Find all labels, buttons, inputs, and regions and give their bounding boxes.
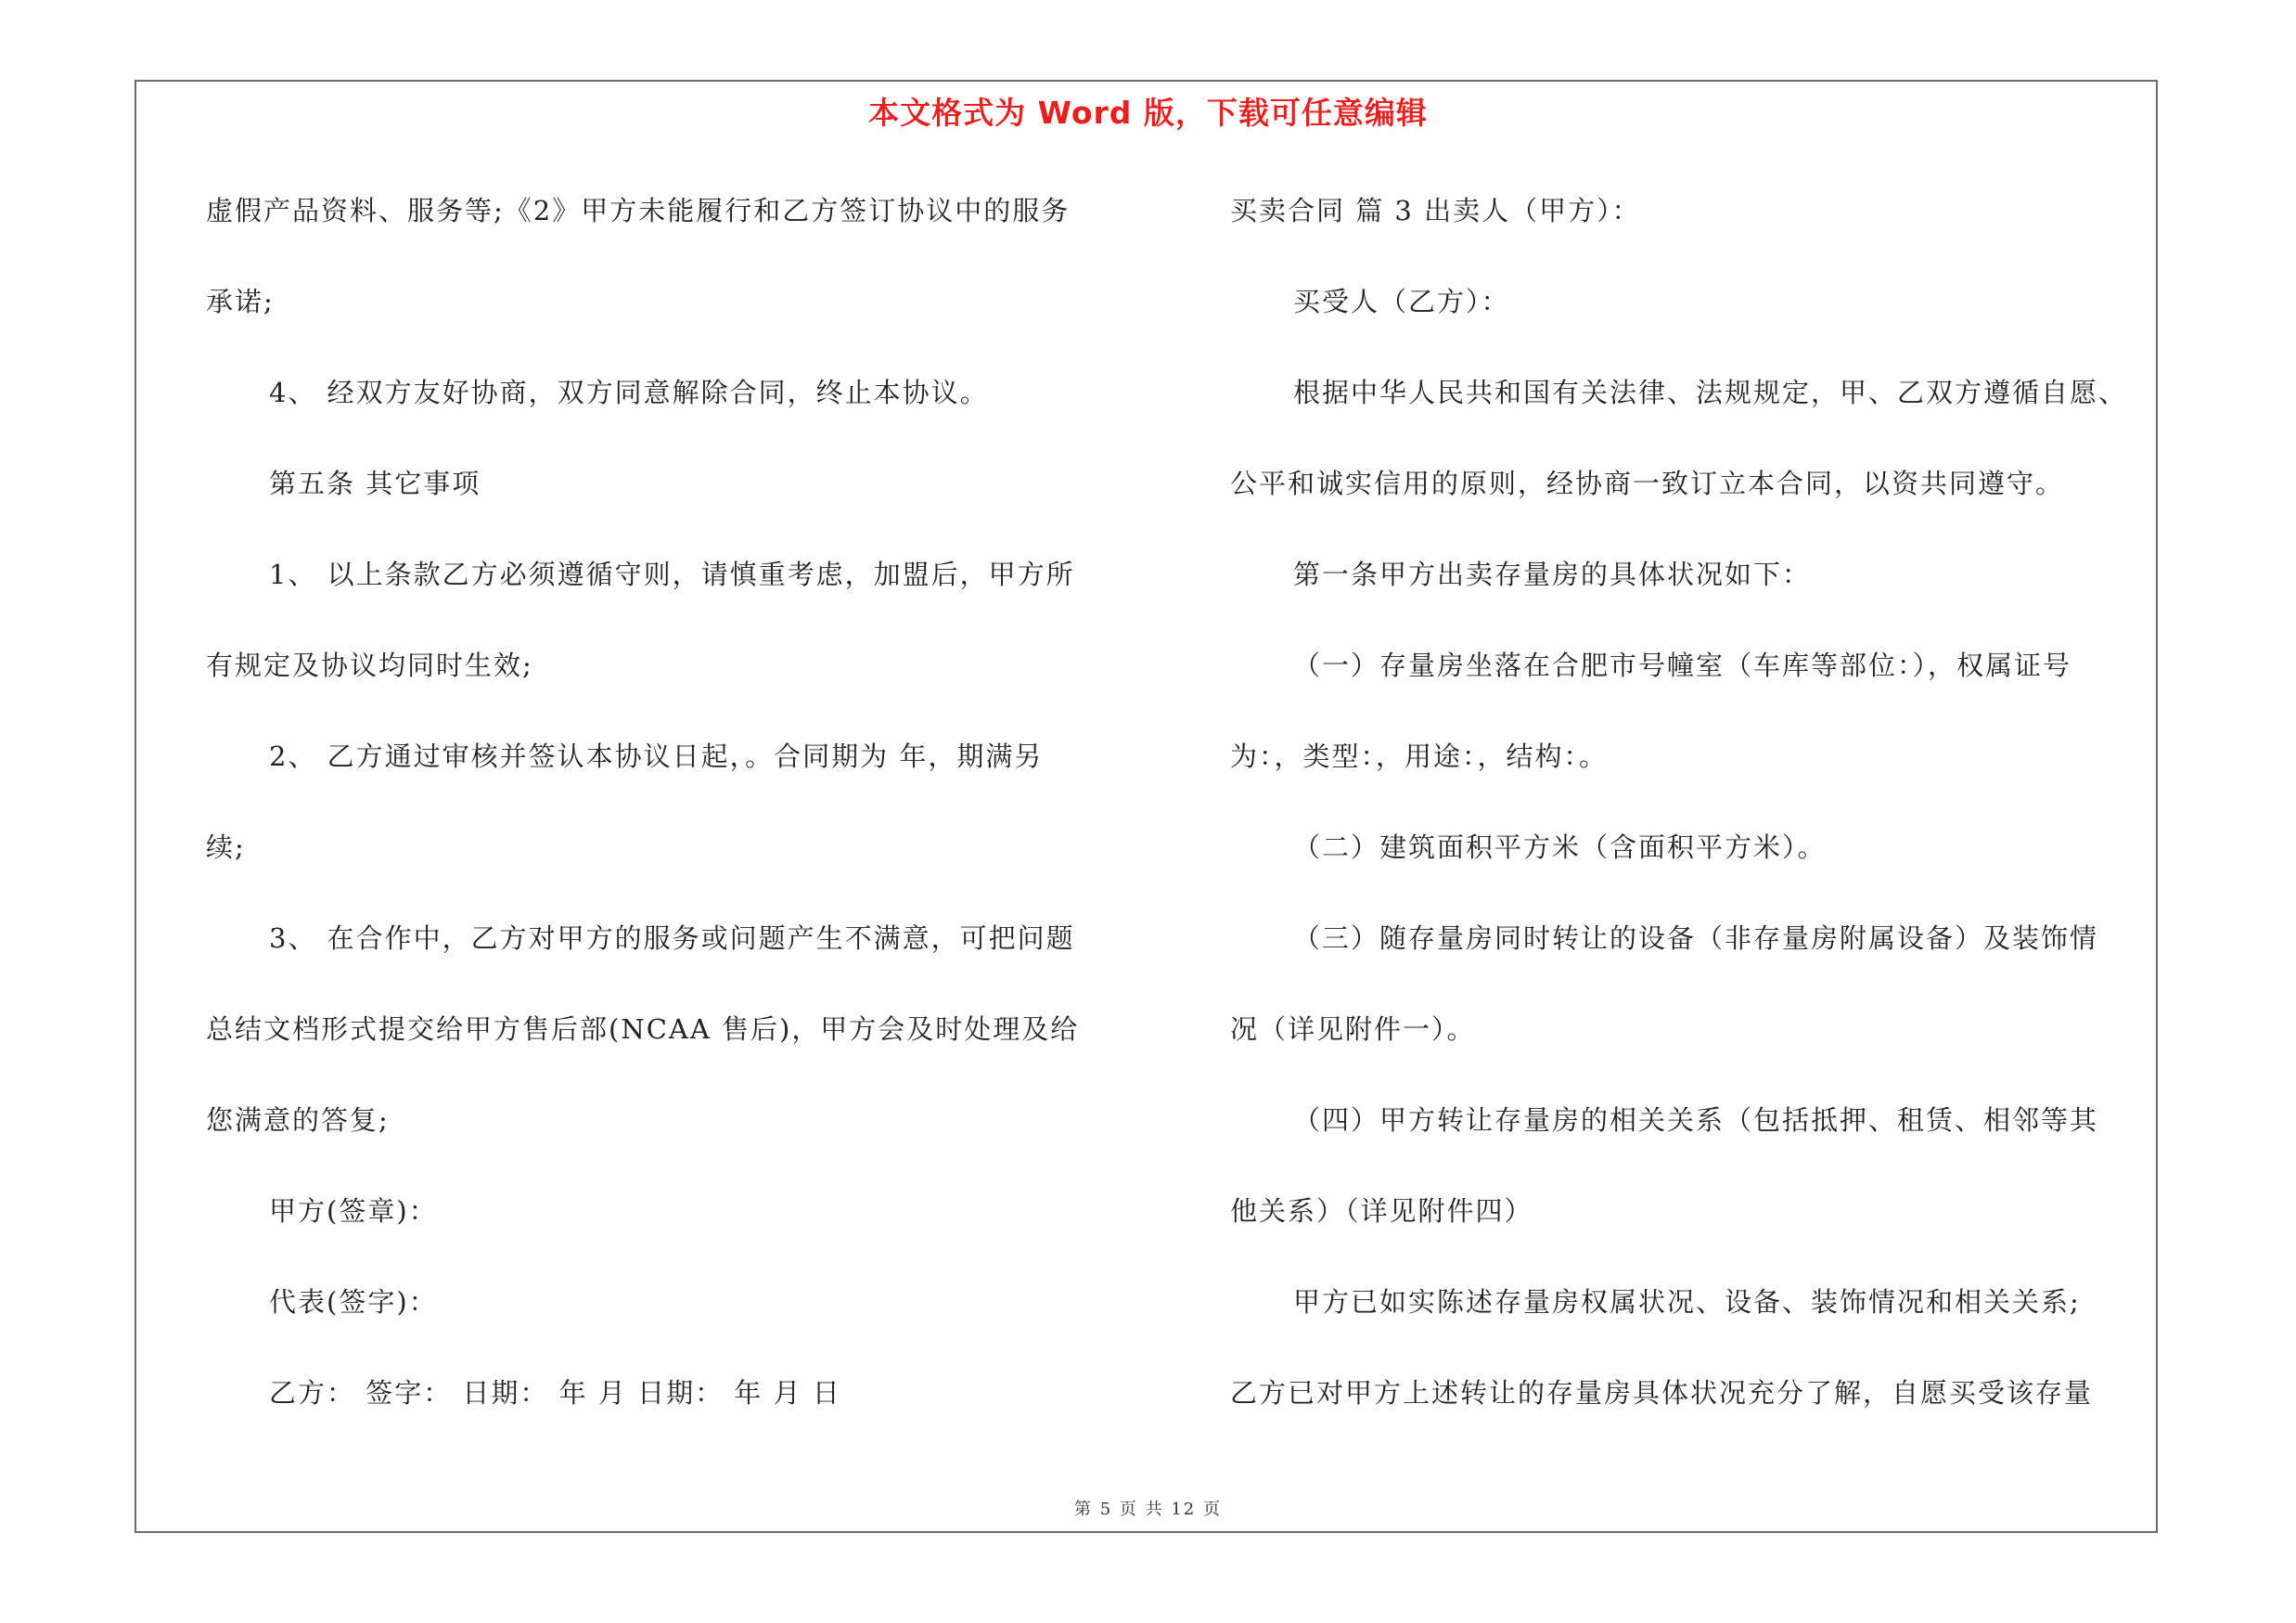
right-line-1: 买卖合同 篇 3 出卖人（甲方）： [1230, 195, 1641, 226]
right-line-10: 况（详见附件一）。 [1230, 1013, 1476, 1045]
left-line-4: 第五条 其它事项 [269, 468, 481, 499]
right-line-6: （一）存量房坐落在合肥市号幢室（车库等部位：），权属证号 [1293, 650, 2072, 681]
word-format-banner: 本文格式为 Word 版，下载可任意编辑 [868, 95, 1428, 131]
left-line-14: 乙方： 签字： 日期： 年 月 日期： 年 月 日 [269, 1377, 841, 1409]
left-line-9: 3、 在合作中，乙方对甲方的服务或问题产生不满意，可把问题 [269, 922, 1075, 954]
left-line-1: 虚假产品资料、服务等;《2》甲方未能履行和乙方签订协议中的服务 [206, 195, 1071, 226]
right-line-4: 公平和诚实信用的原则，经协商一致订立本合同，以资共同遵守。 [1230, 468, 2065, 499]
left-line-10: 总结文档形式提交给甲方售后部(NCAA 售后)，甲方会及时处理及给 [206, 1013, 1080, 1045]
right-line-2: 买受人（乙方）： [1293, 286, 1510, 317]
right-line-9: （三）随存量房同时转让的设备（非存量房附属设备）及装饰情 [1293, 922, 2099, 954]
left-line-5: 1、 以上条款乙方必须遵循守则，请慎重考虑，加盟后，甲方所 [269, 559, 1075, 590]
right-line-8: （二）建筑面积平方米（含面积平方米）。 [1293, 831, 1827, 863]
left-line-2: 承诺; [206, 286, 275, 317]
page-number-footer: 第 5 页 共 12 页 [1074, 1500, 1222, 1519]
left-line-6: 有规定及协议均同时生效; [206, 650, 533, 681]
right-line-12: 他关系）（详见附件四） [1230, 1195, 1533, 1227]
left-line-12: 甲方(签章)： [269, 1195, 438, 1227]
left-line-13: 代表(签字)： [269, 1286, 438, 1318]
right-line-13: 甲方已如实陈述存量房权属状况、设备、装饰情况和相关关系; [1293, 1286, 2081, 1318]
right-line-11: （四）甲方转让存量房的相关关系（包括抵押、租赁、相邻等其 [1293, 1104, 2099, 1136]
left-line-11: 您满意的答复; [206, 1104, 390, 1136]
right-line-14: 乙方已对甲方上述转让的存量房具体状况充分了解，自愿买受该存量 [1230, 1377, 2094, 1409]
left-line-3: 4、 经双方友好协商，双方同意解除合同，终止本协议。 [269, 377, 989, 408]
right-column [1230, 184, 2158, 1457]
left-line-7: 2、 乙方通过审核并签认本协议日起，。合同期为 年，期满另 [269, 741, 1044, 772]
left-line-8: 续; [206, 831, 246, 863]
left-column [206, 184, 1134, 1457]
right-line-5: 第一条甲方出卖存量房的具体状况如下： [1293, 559, 1812, 590]
right-line-7: 为：，类型：，用途：，结构：。 [1230, 741, 1609, 772]
right-line-3: 根据中华人民共和国有关法律、法规规定，甲、乙双方遵循自愿、 [1293, 377, 2128, 408]
